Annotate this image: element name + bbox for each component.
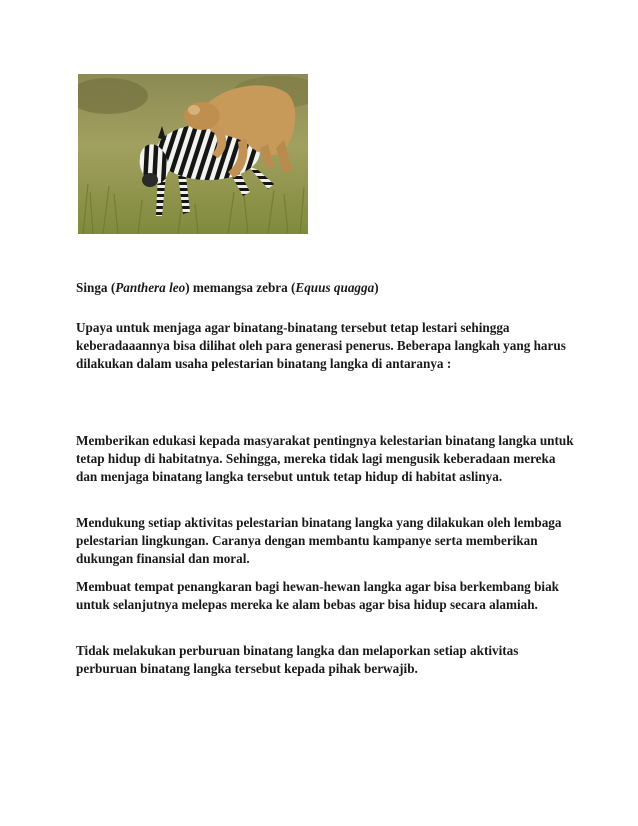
step-paragraph: Mendukung setiap aktivitas pelestarian binatang langka yang dilakukan oleh lembaga pelestarian lingkungan. Caranya dengan membantu kampanye serta memberikan dukungan finansial dan moral. xyxy=(76,515,562,567)
lion-zebra-photo xyxy=(78,74,308,234)
caption-prefix: Singa ( xyxy=(76,280,116,295)
caption-suffix: ) xyxy=(374,280,379,295)
caption-middle: ) memangsa zebra ( xyxy=(185,280,296,295)
step-paragraph: Tidak melakukan perburuan binatang langka dan melaporkan setiap aktivitas perburuan binatang langka tersebut kepada pihak berwajib. xyxy=(76,643,519,677)
step-paragraph: Memberikan edukasi kepada masyarakat pentingnya kelestarian binatang langka untuk tetap hidup di habitatnya. Sehingga, mereka tidak lagi mengusik keberadaan mereka dan menjaga binatang langka tersebut untuk tetap hidup di habitat aslinya. xyxy=(76,433,574,485)
lion-scientific-name: Panthera leo xyxy=(115,280,186,295)
zebra-scientific-name: Equus quagga xyxy=(295,280,375,295)
figure-caption xyxy=(76,279,576,297)
step-paragraph: Membuat tempat penangkaran bagi hewan-hewan langka agar bisa berkembang biak untuk selanjutnya melepas mereka ke alam bebas agar bisa hidup secara alamiah. xyxy=(76,579,559,613)
intro-paragraph: Upaya untuk menjaga agar binatang-binatang tersebut tetap lestari sehingga keberadaaannya bisa dilihat oleh para generasi penerus. Beberapa langkah yang harus dilakukan dalam usaha pelestarian binatang langka di antaranya : xyxy=(76,320,566,372)
